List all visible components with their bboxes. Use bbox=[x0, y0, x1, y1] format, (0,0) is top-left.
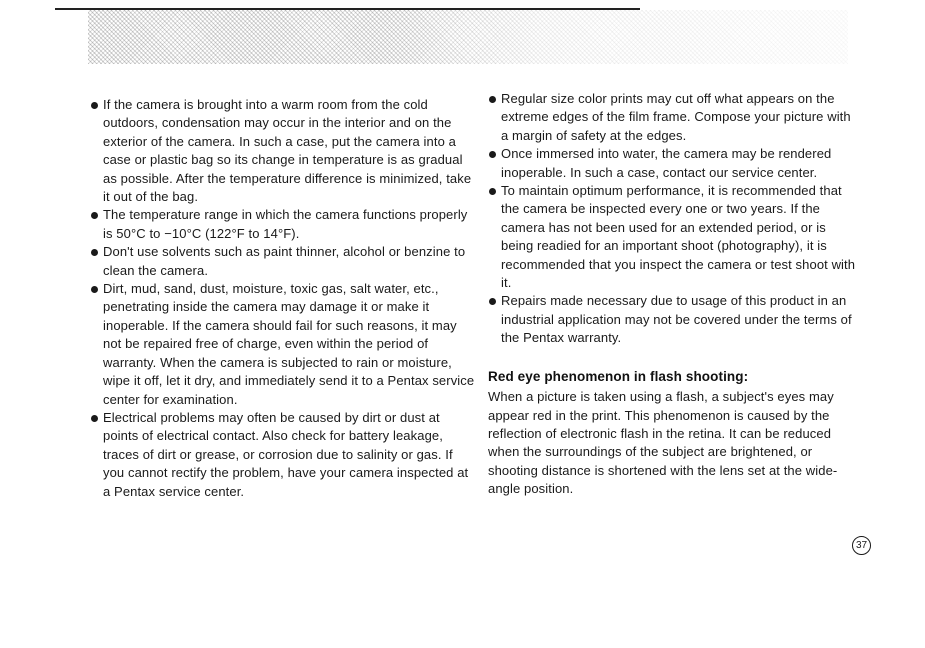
page-number: 37 bbox=[852, 536, 871, 555]
right-column bbox=[488, 90, 858, 499]
red-eye-paragraph: When a picture is taken using a flash, a subject's eyes may appear red in the print. This phenomenon is caused by the reflection of electronic flash in the retina. It can be reduced when the surroundings of the subject are brightened, or shooting distance is shortened with the lens set at the wide-angle position. bbox=[488, 389, 838, 497]
bullet-industrial-repairs: Repairs made necessary due to usage of this product in an industrial application may not be covered under the terms of the Pentax warranty. bbox=[488, 292, 858, 347]
bullet-dirt-moisture: Dirt, mud, sand, dust, moisture, toxic gas, salt water, etc., penetrating inside the camera may damage it or make it inoperable. If the camera should fail for such reasons, it may not be repaired free of charge, even within the period of warranty. When the camera is subjected to rain or moisture, wipe it off, let it dry, and immediately send it to a Pentax service center for examination. bbox=[90, 280, 475, 409]
bullet-temperature-range: The temperature range in which the camera functions properly is 50°C to −10°C (122°F to 14°F). bbox=[90, 206, 475, 243]
bullet-color-prints: Regular size color prints may cut off what appears on the extreme edges of the film frame. Compose your picture with a margin of safety at the edges. bbox=[488, 90, 858, 145]
bullet-inspection: To maintain optimum performance, it is recommended that the camera be inspected every one or two years. If the camera has not been used for an extended period, or is being readied for an important shoot (photography), it is recommended that you inspect the camera or test shoot with it. bbox=[488, 182, 858, 292]
bullet-solvents: Don't use solvents such as paint thinner, alcohol or benzine to clean the camera. bbox=[90, 243, 475, 280]
header-halftone-band bbox=[88, 10, 848, 64]
bullet-water-immersion: Once immersed into water, the camera may be rendered inoperable. In such a case, contact our service center. bbox=[488, 145, 858, 182]
left-column bbox=[90, 96, 475, 501]
bullet-condensation: If the camera is brought into a warm room from the cold outdoors, condensation may occur in the interior and on the exterior of the camera. In such a case, put the camera into a case or plastic bag so its change in temperature is as gradual as possible. After the temperature difference is minimized, take it out of the bag. bbox=[90, 96, 475, 206]
section-heading-red-eye: Red eye phenomenon in flash shooting: bbox=[488, 368, 749, 384]
bullet-electrical-problems: Electrical problems may often be caused by dirt or dust at points of electrical contact. Also check for battery leakage, traces of dirt or grease, or corrosion due to salinity or gas. If you cannot rectify the problem, have your camera inspected at a Pentax service center. bbox=[90, 409, 475, 501]
